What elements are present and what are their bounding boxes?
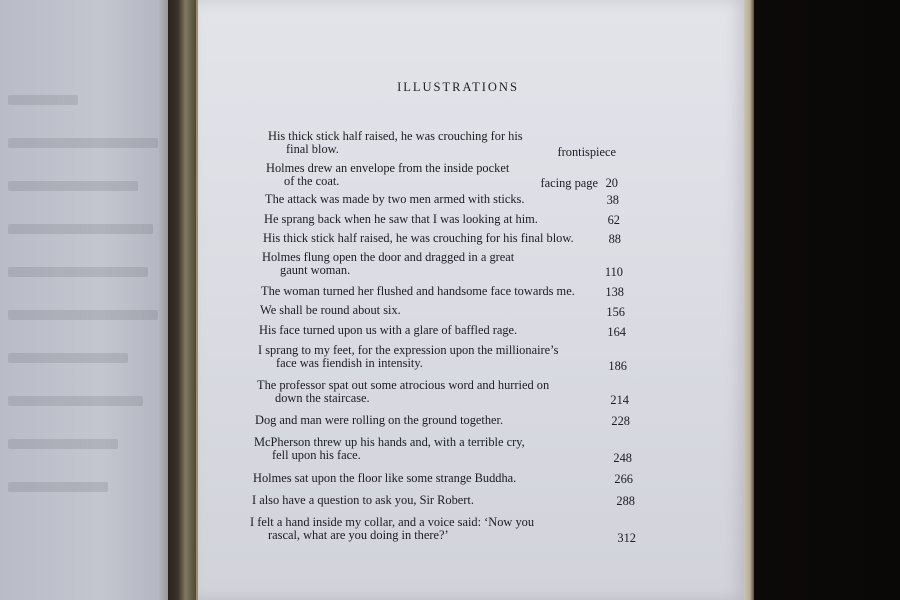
left-page-show-through	[0, 95, 160, 495]
entry-caption-continued: of the coat.	[284, 174, 340, 188]
entry-caption-continued: face was fiendish in intensity.	[276, 356, 423, 370]
entry-page: 164	[607, 325, 626, 339]
entry-caption-continued: rascal, what are you doing in there?’	[268, 528, 449, 542]
illustration-entry	[262, 251, 514, 277]
entry-caption: The attack was made by two men armed with sticks.	[265, 192, 525, 206]
illustration-entry	[252, 494, 474, 507]
entry-caption: His thick stick half raised, he was crouching for his	[268, 129, 523, 143]
entry-page: 88	[608, 232, 621, 246]
page-heading: ILLUSTRATIONS	[397, 80, 519, 94]
entry-page: 248	[613, 451, 632, 465]
entry-caption: Holmes sat upon the floor like some strange Buddha.	[253, 471, 517, 485]
entry-caption-continued: down the staircase.	[275, 391, 370, 405]
illustration-entry	[259, 324, 517, 337]
entry-caption: His thick stick half raised, he was crouching for his final blow.	[263, 231, 574, 245]
entry-caption: We shall be round about six.	[260, 303, 401, 317]
illustration-entry	[255, 414, 503, 427]
entry-page-prefix: facing page	[540, 176, 598, 190]
illustration-entry	[260, 304, 401, 317]
entry-page: 228	[611, 414, 630, 428]
illustration-entry	[266, 162, 509, 188]
illustration-entry	[258, 344, 558, 370]
entry-page: 288	[616, 494, 635, 508]
illustration-entry	[261, 285, 575, 298]
illustration-entry	[257, 379, 549, 405]
entry-page: 214	[610, 393, 629, 407]
entry-caption: Holmes drew an envelope from the inside pocket	[266, 161, 510, 175]
entry-caption: He sprang back when he saw that I was looking at him.	[264, 212, 538, 226]
entry-page: 138	[605, 285, 624, 299]
entry-caption: I felt a hand inside my collar, and a voice said: ‘Now you	[250, 515, 535, 529]
entry-page: 312	[617, 531, 636, 545]
illustration-entry	[268, 130, 523, 156]
illustration-entry	[254, 436, 525, 462]
entry-page: frontispiece	[557, 145, 616, 159]
entry-page: 20	[605, 176, 618, 190]
entry-page: 156	[606, 305, 625, 319]
entry-caption-continued: final blow.	[286, 142, 339, 156]
entry-caption: The woman turned her flushed and handsome face towards me.	[261, 284, 575, 298]
entry-caption: I also have a question to ask you, Sir Robert.	[252, 493, 474, 507]
entry-page: 110	[604, 265, 623, 279]
illustration-entry	[264, 213, 538, 226]
entry-caption-continued: fell upon his face.	[272, 448, 361, 462]
entry-caption: Holmes flung open the door and dragged in a great	[262, 250, 515, 264]
entry-caption-continued: gaunt woman.	[280, 263, 351, 277]
left-facing-page	[0, 0, 168, 600]
entry-page: 266	[614, 472, 633, 486]
illustration-entry	[253, 472, 516, 485]
entry-caption: McPherson threw up his hands and, with a terrible cry,	[254, 435, 525, 449]
illustration-entry	[263, 232, 574, 245]
entry-caption: I sprang to my feet, for the expression upon the millionaire’s	[258, 343, 559, 357]
illustration-entry	[265, 193, 524, 206]
entry-caption: Dog and man were rolling on the ground together.	[255, 413, 504, 427]
entry-caption: His face turned upon us with a glare of baffled rage.	[259, 323, 518, 337]
entry-page: 186	[608, 359, 627, 373]
entry-caption: The professor spat out some atrocious word and hurried on	[257, 378, 550, 392]
illustration-entry	[250, 516, 534, 542]
entry-page: 62	[607, 213, 620, 227]
entry-page: 38	[606, 193, 619, 207]
book-cover-edge	[744, 0, 754, 600]
